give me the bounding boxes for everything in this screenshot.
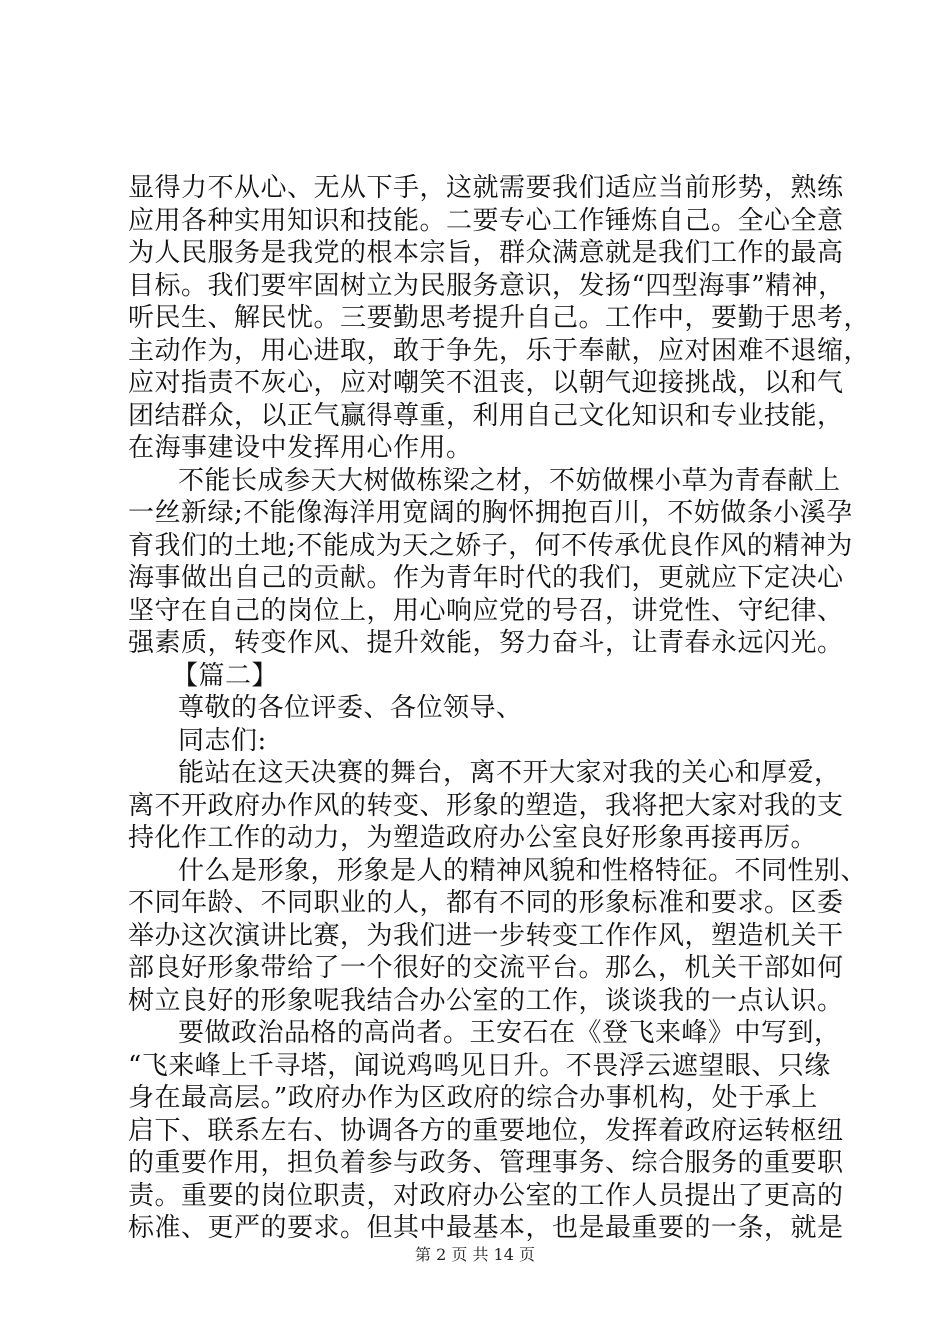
- section-heading: 【篇二】: [172, 660, 279, 691]
- text-line: 责。重要的岗位职责，对政府办公室的工作人员提出了更高的: [128, 1180, 844, 1211]
- text-line: 在海事建设中发挥用心作用。: [128, 433, 473, 463]
- text-line: 主动作为，用心进取，敢于争先，乐于奉献，应对困难不退缩，: [128, 335, 871, 366]
- text-line: 海事做出自己的贡献。作为青年时代的我们，更就应下定决心: [128, 563, 844, 593]
- text-line: 离不开政府办作风的转变、形象的塑造，我将把大家对我的支: [128, 790, 844, 821]
- text-line: 部良好形象带给了一个很好的交流平台。那么，机关干部如何: [128, 953, 844, 983]
- page-footer: 第 2 页 共 14 页: [415, 1245, 535, 1264]
- text-line: 持化作工作的动力，为塑造政府办公室良好形象再接再厉。: [128, 823, 818, 853]
- text-line: 育我们的土地;不能成为天之娇子，何不传承优良作风的精神为: [128, 530, 853, 561]
- text-line: 强素质，转变作风、提升效能，努力奋斗，让青春永远闪光。: [128, 628, 844, 658]
- text-line: 坚守在自己的岗位上，用心响应党的号召，讲党性、守纪律、: [128, 595, 844, 626]
- text-line: 的重要作用，担负着参与政务、管理事务、综合服务的重要职: [128, 1148, 844, 1178]
- text-line: 应对指责不灰心，应对嘲笑不沮丧，以朝气迎接挑战，以和气: [128, 368, 844, 398]
- text-line: 不同年龄、不同职业的人，都有不同的形象标准和要求。区委: [128, 888, 844, 918]
- text-line: 举办这次演讲比赛，为我们进一步转变工作作风，塑造机关干: [128, 920, 844, 951]
- text-line: 尊敬的各位评委、各位领导、: [178, 693, 523, 723]
- text-line: 启下、联系左右、协调各方的重要地位，发挥着政府运转枢纽: [128, 1115, 844, 1146]
- text-line: 身在最高层。”政府办作为区政府的综合办事机构，处于承上: [128, 1083, 818, 1113]
- text-line: 树立良好的形象呢我结合办公室的工作，谈谈我的一点认识。: [128, 985, 844, 1016]
- text-line: 不能长成参天大树做栋梁之材，不妨做棵小草为青春献上: [178, 465, 841, 496]
- text-line: 为人民服务是我党的根本宗旨，群众满意就是我们工作的最高: [128, 238, 844, 268]
- text-line: 标准、更严的要求。但其中最基本，也是最重要的一条，就是: [128, 1213, 844, 1243]
- text-line: 应用各种实用知识和技能。二要专心工作锤炼自己。全心全意: [128, 205, 844, 236]
- text-line: 听民生、解民忧。三要勤思考提升自己。工作中，要勤于思考，: [128, 303, 871, 333]
- text-line: 显得力不从心、无从下手，这就需要我们适应当前形势，熟练: [128, 173, 844, 203]
- document-body: [128, 172, 871, 1245]
- text-line: 能站在这天决赛的舞台，离不开大家对我的关心和厚爱，: [178, 758, 841, 788]
- text-line: 什么是形象，形象是人的精神风貌和性格特征。不同性别、: [178, 855, 868, 886]
- text-line: “飞来峰上千寻塔，闻说鸡鸣见日升。不畏浮云遮望眼、只缘: [128, 1050, 831, 1081]
- text-line: 一丝新绿;不能像海洋用宽阔的胸怀拥抱百川，不妨做条小溪孕: [128, 498, 853, 528]
- text-line: 团结群众，以正气赢得尊重，利用自己文化知识和专业技能，: [128, 400, 844, 431]
- text-line: 目标。我们要牢固树立为民服务意识，发扬“四型海事”精神，: [128, 270, 845, 301]
- text-line: 要做政治品格的高尚者。王安石在《登飞来峰》中写到，: [178, 1018, 841, 1048]
- text-line: 同志们:: [178, 725, 267, 756]
